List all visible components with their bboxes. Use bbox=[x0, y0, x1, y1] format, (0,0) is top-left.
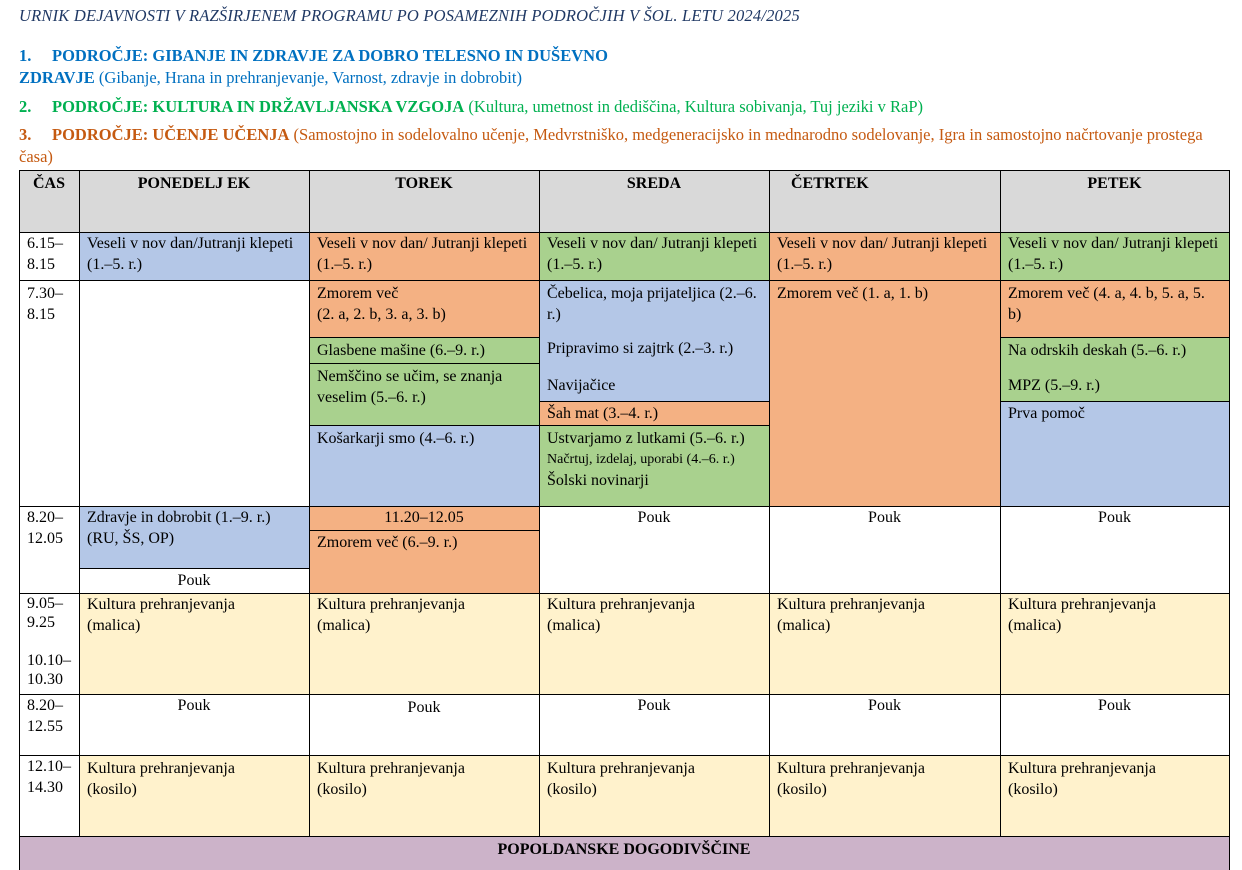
wed-activity-sah-mat: Šah mat (3.–4. r.) bbox=[539, 401, 769, 425]
header-thursday: ČETRTEK bbox=[769, 170, 1000, 232]
mon-pouk-1: Pouk bbox=[79, 568, 309, 593]
grid-line bbox=[1000, 337, 1229, 338]
header-friday: PETEK bbox=[1000, 170, 1229, 232]
wed-activity-zajtrk: Pripravimo si zajtrk (2.–3. r.) bbox=[547, 340, 734, 357]
grid-line bbox=[19, 280, 1229, 281]
wed-malica: Kultura prehranjevanja (malica) bbox=[539, 593, 769, 694]
tue-kosilo: Kultura prehranjevanja (kosilo) bbox=[309, 755, 539, 836]
time-slot-6: 12.10– 14.30 bbox=[27, 758, 71, 796]
grid-line bbox=[19, 694, 1229, 695]
header-tuesday: TOREK bbox=[309, 170, 539, 232]
mon-kosilo: Kultura prehranjevanja (kosilo) bbox=[79, 755, 309, 836]
wed-activity-novinarji: Šolski novinarji bbox=[547, 472, 649, 489]
wed-activity-cebelica: Čebelica, moja prijateljica (2.–6. r.) bbox=[547, 285, 757, 323]
thu-pouk-1: Pouk bbox=[769, 506, 1000, 593]
area-1-number: 1. bbox=[19, 46, 32, 65]
grid-line bbox=[539, 425, 769, 426]
time-slot-5: 8.20– 12.55 bbox=[27, 697, 63, 735]
header-time: ČAS bbox=[19, 170, 79, 232]
thu-malica: Kultura prehranjevanja (malica) bbox=[769, 593, 1000, 694]
wed-kosilo: Kultura prehranjevanja (kosilo) bbox=[539, 755, 769, 836]
tue-morning-care: Veseli v nov dan/ Jutranji klepeti (1.–5. r.) bbox=[309, 232, 539, 280]
fri-activity-group bbox=[1000, 337, 1229, 401]
mon-morning-care: Veseli v nov dan/Jutranji klepeti (1.–5. r.) bbox=[79, 232, 309, 280]
grid-line bbox=[1000, 170, 1001, 836]
tue-activity-zmorem-vec: Zmorem več (2. a, 2. b, 3. a, 3. b) bbox=[309, 280, 539, 337]
grid-line bbox=[19, 506, 1229, 507]
area-2-number: 2. bbox=[19, 97, 32, 116]
thu-pouk-2: Pouk bbox=[769, 694, 1000, 755]
document-title: URNIK DEJAVNOSTI V RAZŠIRJENEM PROGRAMU PO POSAMEZNIH PODROČJIH V ŠOL. LETU 2024/2025 bbox=[19, 6, 800, 25]
header-wednesday: SREDA bbox=[539, 170, 769, 232]
time-slot-2: 7.30– 8.15 bbox=[27, 285, 63, 323]
area-3-number: 3. bbox=[19, 125, 32, 144]
tue-pouk-2: Pouk bbox=[309, 694, 539, 755]
wed-pouk-1: Pouk bbox=[539, 506, 769, 593]
grid-line bbox=[19, 170, 1229, 171]
fri-morning-care: Veseli v nov dan/ Jutranji klepeti (1.–5. r.) bbox=[1000, 232, 1229, 280]
mon-malica: Kultura prehranjevanja (malica) bbox=[79, 593, 309, 694]
thu-kosilo: Kultura prehranjevanja (kosilo) bbox=[769, 755, 1000, 836]
mon-zdravje-dobrobit: Zdravje in dobrobit (1.–9. r.) (RU, ŠS, OP) bbox=[79, 506, 309, 568]
tue-time-note: 11.20–12.05 bbox=[309, 506, 539, 530]
fri-malica: Kultura prehranjevanja (malica) bbox=[1000, 593, 1229, 694]
grid-line bbox=[19, 593, 1229, 594]
fri-activity-mpz: MPZ (5.–9. r.) bbox=[1008, 377, 1100, 394]
wed-activity-navijacice: Navijačice bbox=[547, 377, 616, 394]
thu-activity-zmorem-vec: Zmorem več (1. a, 1. b) bbox=[769, 280, 1000, 506]
fri-kosilo: Kultura prehranjevanja (kosilo) bbox=[1000, 755, 1229, 836]
tue-malica: Kultura prehranjevanja (malica) bbox=[309, 593, 539, 694]
area-1-desc: (Gibanje, Hrana in prehranjevanje, Varnost, zdravje in dobrobit) bbox=[94, 68, 522, 87]
tue-activity-nemscina: Nemščino se učim, se znanja veselim (5.–6. r.) bbox=[309, 363, 539, 425]
grid-line bbox=[19, 755, 1229, 756]
thu-morning-care: Veseli v nov dan/ Jutranji klepeti (1.–5. r.) bbox=[769, 232, 1000, 280]
wed-activity-group-1 bbox=[539, 280, 769, 401]
tue-zmorem-vec-6-9: Zmorem več (6.–9. r.) bbox=[309, 530, 539, 593]
fri-activity-odrske-deske: Na odrskih deskah (5.–6. r.) bbox=[1008, 342, 1187, 359]
grid-line bbox=[79, 170, 80, 836]
area-3-title: PODROČJE: UČENJE UČENJA bbox=[52, 125, 290, 144]
time-slot-1: 6.15– 8.15 bbox=[27, 235, 63, 273]
grid-line bbox=[309, 337, 539, 338]
grid-line bbox=[769, 170, 770, 836]
header-monday: PONEDELJ EK bbox=[79, 170, 309, 232]
tue-activity-glasbene-masine: Glasbene mašine (6.–9. r.) bbox=[309, 337, 539, 363]
area-2-desc: (Kultura, umetnost in dediščina, Kultura sobivanja, Tuj jeziki v RaP) bbox=[464, 97, 924, 116]
grid-line bbox=[19, 836, 1229, 837]
time-slot-4: 9.05– 9.25 10.10– 10.30 bbox=[27, 595, 71, 688]
mon-activities-empty bbox=[79, 280, 309, 506]
wed-activity-nacrtuj: Načrtuj, izdelaj, uporabi (4.–6. r.) bbox=[547, 452, 735, 467]
fri-pouk-1: Pouk bbox=[1000, 506, 1229, 593]
mon-pouk-2: Pouk bbox=[79, 694, 309, 755]
area-2-title: PODROČJE: KULTURA IN DRŽAVLJANSKA VZGOJA bbox=[52, 97, 465, 116]
area-1-title: PODROČJE: GIBANJE IN ZDRAVJE ZA DOBRO TELESNO IN DUŠEVNO bbox=[52, 46, 608, 65]
grid-line bbox=[309, 170, 310, 836]
wed-pouk-2: Pouk bbox=[539, 694, 769, 755]
wed-activity-lutke: Ustvarjamo z lutkami (5.–6. r.) bbox=[547, 430, 745, 447]
fri-activity-prva-pomoc: Prva pomoč bbox=[1000, 401, 1229, 506]
tue-activity-kosarkarji: Košarkarji smo (4.–6. r.) bbox=[309, 425, 539, 506]
grid-line bbox=[1229, 170, 1230, 870]
grid-line bbox=[19, 232, 1229, 233]
area-1-title-cont: ZDRAVJE bbox=[19, 68, 95, 87]
grid-line bbox=[309, 425, 539, 426]
grid-line bbox=[539, 170, 540, 836]
grid-line bbox=[1000, 401, 1229, 402]
time-slot-3: 8.20– 12.05 bbox=[27, 509, 63, 547]
grid-line bbox=[309, 530, 539, 531]
fri-activity-zmorem-vec: Zmorem več (4. a, 4. b, 5. a, 5. b) bbox=[1000, 280, 1229, 337]
area-3-desc: (Samostojno in sodelovalno učenje, Medvrstniško, medgeneracijsko in mednarodno sodelovanje, Igra in samostojno načrtovanje prostega časa) bbox=[19, 125, 1203, 166]
afternoon-adventures-banner: POPOLDANSKE DOGODIVŠČINE bbox=[19, 836, 1229, 870]
grid-line bbox=[19, 170, 20, 870]
fri-pouk-2: Pouk bbox=[1000, 694, 1229, 755]
wed-activity-group-2 bbox=[539, 425, 769, 506]
grid-line bbox=[539, 401, 769, 402]
wed-morning-care: Veseli v nov dan/ Jutranji klepeti (1.–5. r.) bbox=[539, 232, 769, 280]
grid-line bbox=[309, 363, 539, 364]
grid-line bbox=[79, 568, 309, 569]
